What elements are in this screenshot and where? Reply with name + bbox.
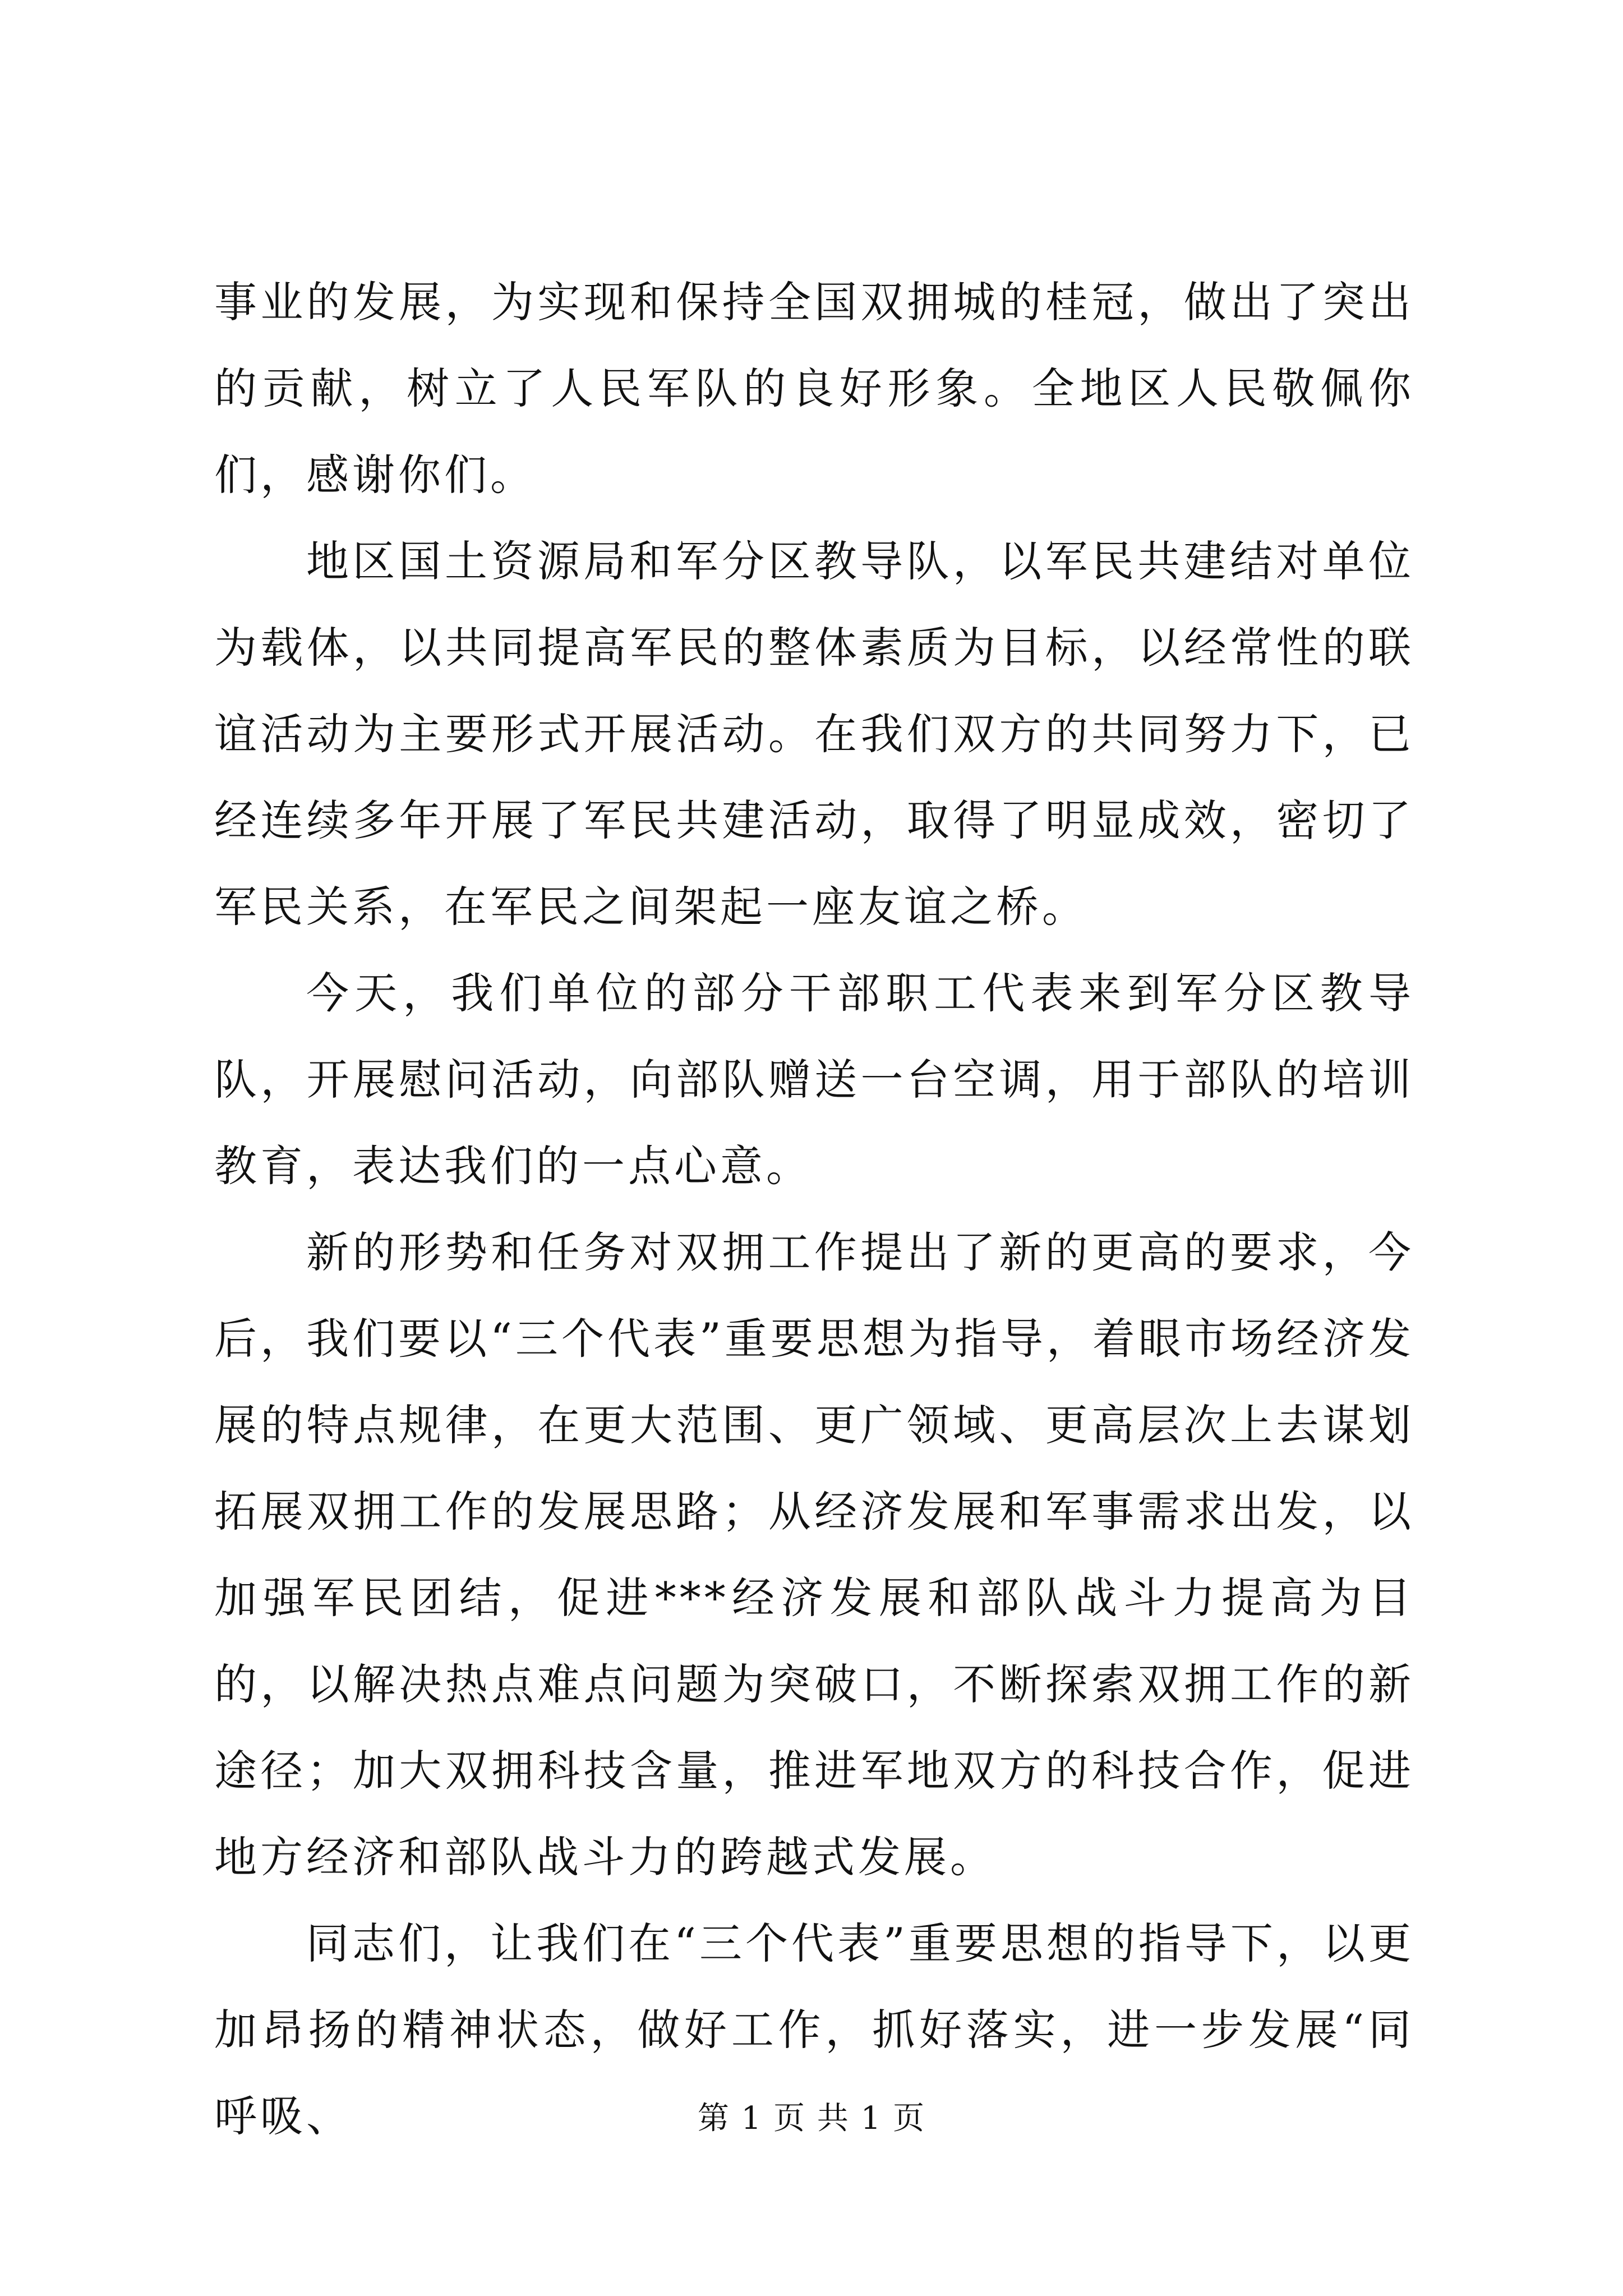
paragraph-3: 今天，我们单位的部分干部职工代表来到军分区教导队，开展慰问活动，向部队赠送一台空调，用于部队的培训教育，表达我们的一点心意。 — [214, 968, 1414, 1191]
paragraph-2: 地区国土资源局和军分区教导队，以军民共建结对单位为载体，以共同提高军民的整体素质为目标，以经常性的联谊活动为主要形式开展活动。在我们双方的共同努力下，已经连续多年开展了军民共建活动，取得了明显成效，密切了军民关系，在军民之间架起一座友谊之桥。 — [214, 536, 1414, 932]
page-number-footer: 第 1 页 共 1 页 — [697, 2100, 926, 2137]
paragraph-5: 同志们，让我们在“三个代表”重要思想的指导下，以更加昂扬的精神状态，做好工作，抓好落实，进一步发展“同呼吸、 — [214, 1918, 1414, 2141]
paragraph-4: 新的形势和任务对双拥工作提出了新的更高的要求，今后，我们要以“三个代表”重要思想为指导，着眼市场经济发展的特点规律，在更大范围、更广领域、更高层次上去谋划拓展双拥工作的发展思路；从经济发展和军事需求出发，以加强军民团结，促进***经济发展和部队战斗力提高为目的，以解决热点难点问题为突破口，不断探索双拥工作的新途径；加大双拥科技含量，推进军地双方的科技合作，促进地方经济和部队战斗力的跨越式发展。 — [214, 1227, 1414, 1882]
paragraph-1: 事业的发展，为实现和保持全国双拥城的桂冠，做出了突出的贡献，树立了人民军队的良好形象。全地区人民敬佩你们，感谢你们。 — [214, 277, 1414, 500]
document-body — [214, 259, 1414, 2160]
